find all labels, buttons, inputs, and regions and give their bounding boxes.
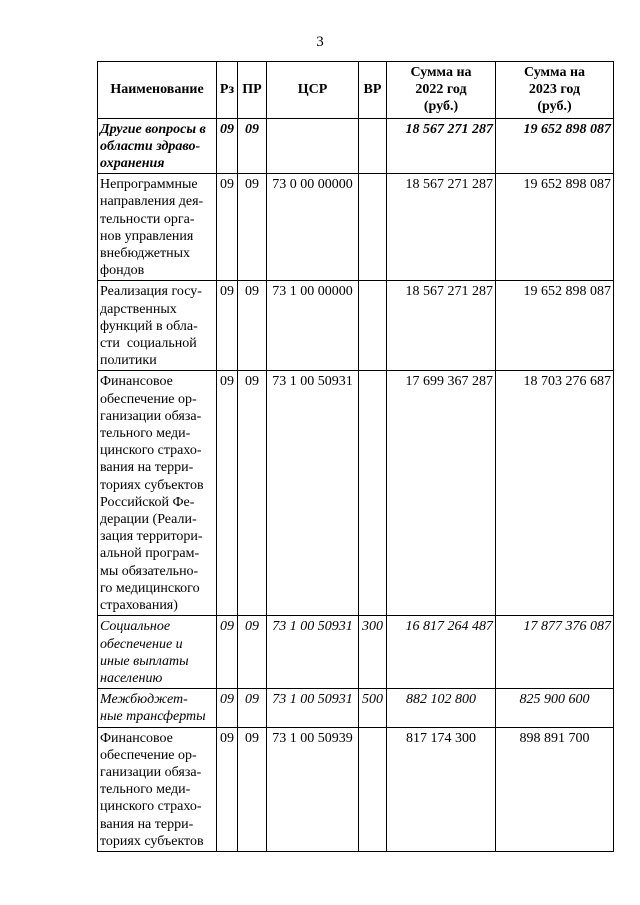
cell-name (98, 727, 217, 851)
name-line: го медицинского (100, 580, 200, 596)
header-sum-2022-line: (руб.) (423, 99, 459, 115)
table-row (98, 371, 614, 616)
name-line: ные трансферты (100, 709, 206, 725)
name-line: фондов (100, 263, 145, 279)
header-sum-2022-line: 2022 год (415, 82, 467, 98)
cell-name (98, 118, 217, 174)
name-line: политики (100, 353, 157, 369)
cell-pr: 09 (238, 616, 267, 689)
cell-csr: 73 1 00 50931 (267, 689, 359, 727)
header-sum-2023-line: 2023 год (528, 82, 581, 98)
header-sum-2023 (496, 62, 614, 119)
cell-sum-2022: 17 699 367 287 (387, 371, 496, 616)
cell-sum-2023: 18 703 276 687 (496, 371, 614, 616)
name-line: внебюджетных (100, 246, 191, 262)
table-row (98, 616, 614, 689)
name-line: вания на терри- (100, 816, 194, 832)
name-line: цинского страхо- (100, 443, 202, 459)
name-line: Реализация госу- (100, 284, 202, 300)
cell-pr: 09 (238, 689, 267, 727)
cell-sum-2023: 825 900 600 (496, 689, 614, 727)
name-line: области здраво- (100, 138, 201, 154)
name-line: вания на терри- (100, 460, 194, 476)
cell-sum-2023: 898 891 700 (496, 727, 614, 851)
cell-rz: 09 (217, 689, 238, 727)
cell-rz: 09 (217, 727, 238, 851)
header-vr: ВР (359, 62, 387, 119)
cell-pr: 09 (238, 727, 267, 851)
cell-sum-2023: 17 877 376 087 (496, 616, 614, 689)
header-name: Наименование (98, 62, 217, 119)
cell-sum-2022: 16 817 264 487 (387, 616, 496, 689)
table-row (98, 118, 614, 174)
name-line: страхования) (100, 598, 178, 614)
cell-vr: 300 (359, 616, 387, 689)
cell-vr (359, 727, 387, 851)
name-line: тельного меди- (100, 426, 191, 442)
cell-vr: 500 (359, 689, 387, 727)
cell-sum-2022: 18 567 271 287 (387, 281, 496, 371)
name-line: Финансовое (100, 730, 173, 746)
name-line: ториях субъектов (100, 833, 204, 849)
name-line: ганизации обяза- (100, 408, 202, 424)
cell-csr: 73 0 00 00000 (267, 174, 359, 281)
cell-csr: 73 1 00 50931 (267, 616, 359, 689)
cell-rz: 09 (217, 371, 238, 616)
cell-pr: 09 (238, 371, 267, 616)
header-rz: Рз (217, 62, 238, 119)
cell-name (98, 281, 217, 371)
table-row (98, 727, 614, 851)
cell-rz: 09 (217, 281, 238, 371)
name-line: обеспечение ор- (100, 747, 197, 763)
cell-csr: 73 1 00 00000 (267, 281, 359, 371)
cell-rz: 09 (217, 616, 238, 689)
cell-sum-2023: 19 652 898 087 (496, 281, 614, 371)
cell-sum-2022: 882 102 800 (387, 689, 496, 727)
name-line: ториях субъектов (100, 477, 204, 493)
name-line: Межбюджет- (100, 692, 188, 708)
header-sum-2023-line: (руб.) (537, 99, 572, 115)
table-row (98, 689, 614, 727)
page-number: 3 (316, 34, 324, 50)
header-sum-2022-line: Сумма на (410, 65, 472, 80)
cell-csr: 73 1 00 50931 (267, 371, 359, 616)
name-line: дарственных (100, 301, 177, 317)
cell-pr: 09 (238, 118, 267, 174)
cell-pr: 09 (238, 281, 267, 371)
name-line: сти социальной (100, 336, 197, 352)
name-line: направления дея- (100, 194, 204, 210)
name-line: охранения (100, 156, 165, 172)
name-line: обеспечение и (100, 636, 183, 652)
cell-pr: 09 (238, 174, 267, 281)
name-line: Финансовое (100, 374, 173, 390)
header-pr: ПР (238, 62, 267, 119)
cell-csr: 73 1 00 50939 (267, 727, 359, 851)
name-line: цинского страхо- (100, 799, 202, 815)
header-csr: ЦСР (267, 62, 359, 119)
name-line: тельности орга- (100, 211, 195, 227)
cell-sum-2022: 18 567 271 287 (387, 174, 496, 281)
cell-vr (359, 371, 387, 616)
name-line: ганизации обяза- (100, 764, 202, 780)
name-line: нов управления (100, 228, 194, 244)
cell-vr (359, 118, 387, 174)
cell-name (98, 689, 217, 727)
cell-sum-2022: 18 567 271 287 (387, 118, 496, 174)
cell-vr (359, 281, 387, 371)
name-line: Непрограммные (100, 177, 198, 193)
cell-name (98, 371, 217, 616)
name-line: альной програм- (100, 546, 200, 562)
budget-table (97, 61, 614, 852)
table-row (98, 281, 614, 371)
name-line: населению (100, 670, 163, 686)
header-sum-2022 (387, 62, 496, 119)
header-row (98, 62, 614, 119)
cell-name (98, 174, 217, 281)
cell-sum-2023: 19 652 898 087 (496, 174, 614, 281)
cell-sum-2022: 817 174 300 (387, 727, 496, 851)
name-line: мы обязательно- (100, 563, 199, 579)
name-line: обеспечение ор- (100, 391, 197, 407)
name-line: Другие вопросы в (100, 121, 206, 137)
name-line: дерации (Реали- (100, 512, 197, 528)
name-line: Российской Фе- (100, 494, 195, 510)
name-line: Социальное (100, 619, 171, 635)
header-sum-2023-line: Сумма на (523, 65, 586, 80)
name-line: функций в обла- (100, 318, 198, 334)
cell-name (98, 616, 217, 689)
name-line: тельного меди- (100, 782, 191, 798)
table-row (98, 174, 614, 281)
cell-vr (359, 174, 387, 281)
name-line: иные выплаты (100, 653, 189, 669)
cell-rz: 09 (217, 118, 238, 174)
cell-rz: 09 (217, 174, 238, 281)
cell-sum-2023: 19 652 898 087 (496, 118, 614, 174)
name-line: зация территори- (100, 529, 203, 545)
cell-csr (267, 118, 359, 174)
